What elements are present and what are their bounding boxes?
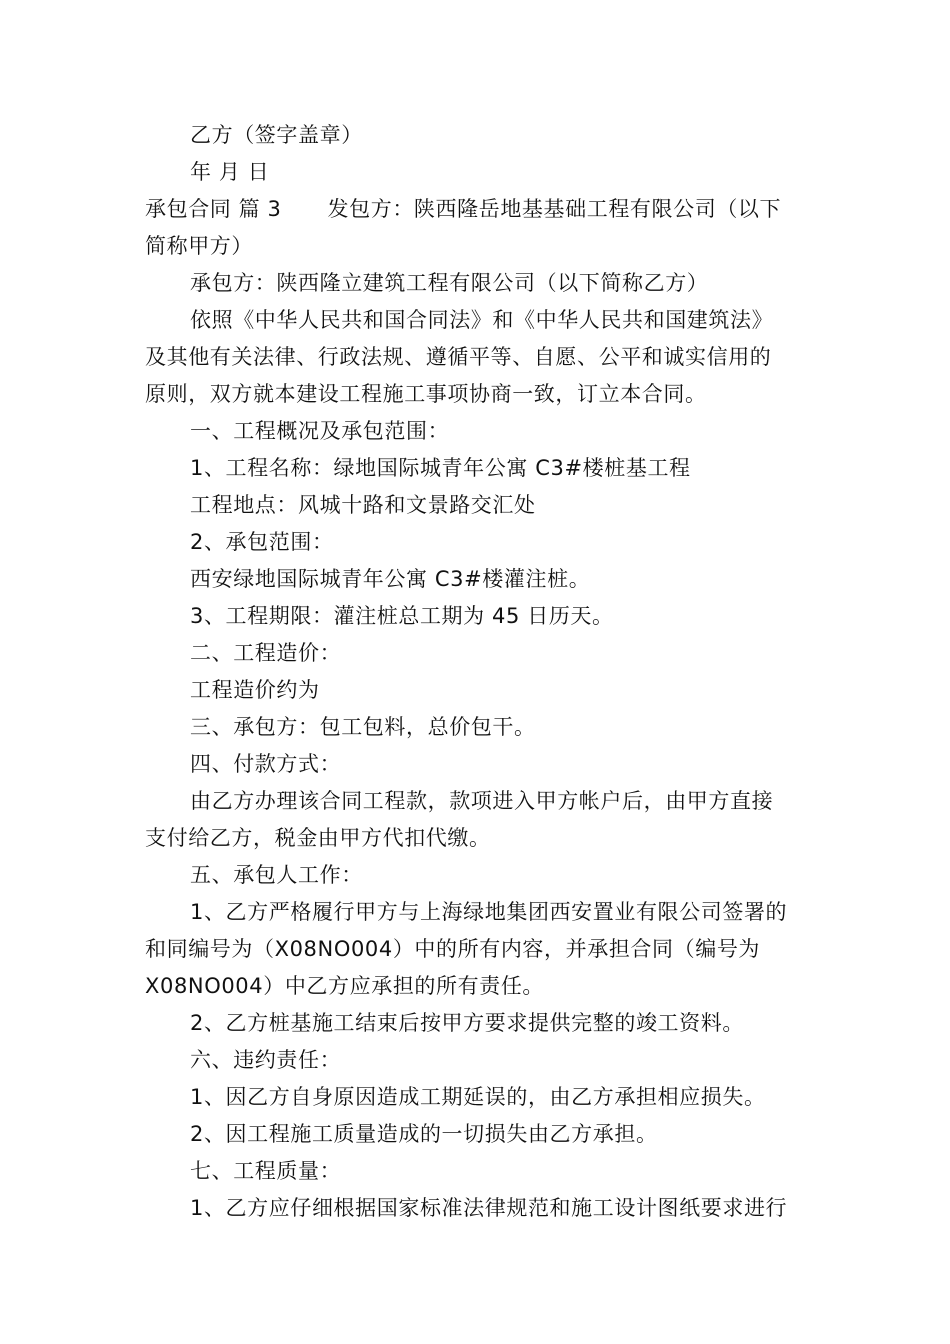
paragraph-line: 2、因工程施工质量造成的一切损失由乙方承担。 (190, 1122, 658, 1146)
date-line: 年 月 日 (190, 160, 270, 184)
paragraph-line: 支付给乙方，税金由甲方代扣代缴。 (145, 826, 491, 850)
section-heading: 四、付款方式： (190, 752, 342, 776)
paragraph-line: 2、乙方桩基施工结束后按甲方要求提供完整的竣工资料。 (190, 1011, 744, 1035)
paragraph-line: 简称甲方） (145, 234, 253, 258)
paragraph-line: 2、承包范围： (190, 530, 334, 554)
paragraph-line: 原则，双方就本建设工程施工事项协商一致，订立本合同。 (145, 382, 707, 406)
paragraph-line: 依照《中华人民共和国合同法》和《中华人民共和国建筑法》 (190, 308, 774, 332)
paragraph-line: 1、乙方严格履行甲方与上海绿地集团西安置业有限公司签署的 (190, 900, 788, 924)
paragraph-line: 工程地点：风城十路和文景路交汇处 (190, 493, 536, 517)
paragraph-line: 及其他有关法律、行政法规、遵循平等、自愿、公平和诚实信用的 (145, 345, 772, 369)
contractor-party-text: 承包方：陕西隆立建筑工程有限公司（以下简称乙方） (190, 271, 709, 295)
signature-line-party-b: 乙方（签字盖章） (190, 123, 363, 147)
section-heading: 二、工程造价： (190, 641, 342, 665)
employer-party-text: 发包方：陕西隆岳地基基础工程有限公司（以下 (327, 197, 782, 221)
paragraph-line: 西安绿地国际城青年公寓 C3#楼灌注桩。 (190, 567, 591, 591)
section-heading: 一、工程概况及承包范围： (190, 419, 450, 443)
paragraph-line: 1、工程名称：绿地国际城青年公寓 C3#楼桩基工程 (190, 456, 691, 480)
contract-heading-line (145, 194, 781, 224)
section-heading: 三、承包方：包工包料，总价包干。 (190, 715, 536, 739)
paragraph-line: 1、乙方应仔细根据国家标准法律规范和施工设计图纸要求进行 (190, 1196, 788, 1220)
paragraph-line: 1、因乙方自身原因造成工期延误的，由乙方承担相应损失。 (190, 1085, 766, 1109)
section-heading: 五、承包人工作： (190, 863, 363, 887)
paragraph-line: 工程造价约为 (190, 678, 320, 702)
contract-section-title: 承包合同 篇 3 (145, 197, 282, 221)
section-heading: 七、工程质量： (190, 1159, 342, 1183)
paragraph-line: 3、工程期限：灌注桩总工期为 45 日历天。 (190, 604, 614, 628)
paragraph-line: 由乙方办理该合同工程款，款项进入甲方帐户后，由甲方直接 (190, 789, 774, 813)
paragraph-line: X08NO004）中乙方应承担的所有责任。 (145, 974, 545, 998)
paragraph-line: 和同编号为（X08NO004）中的所有内容，并承担合同（编号为 (145, 937, 761, 961)
section-heading: 六、违约责任： (190, 1048, 342, 1072)
